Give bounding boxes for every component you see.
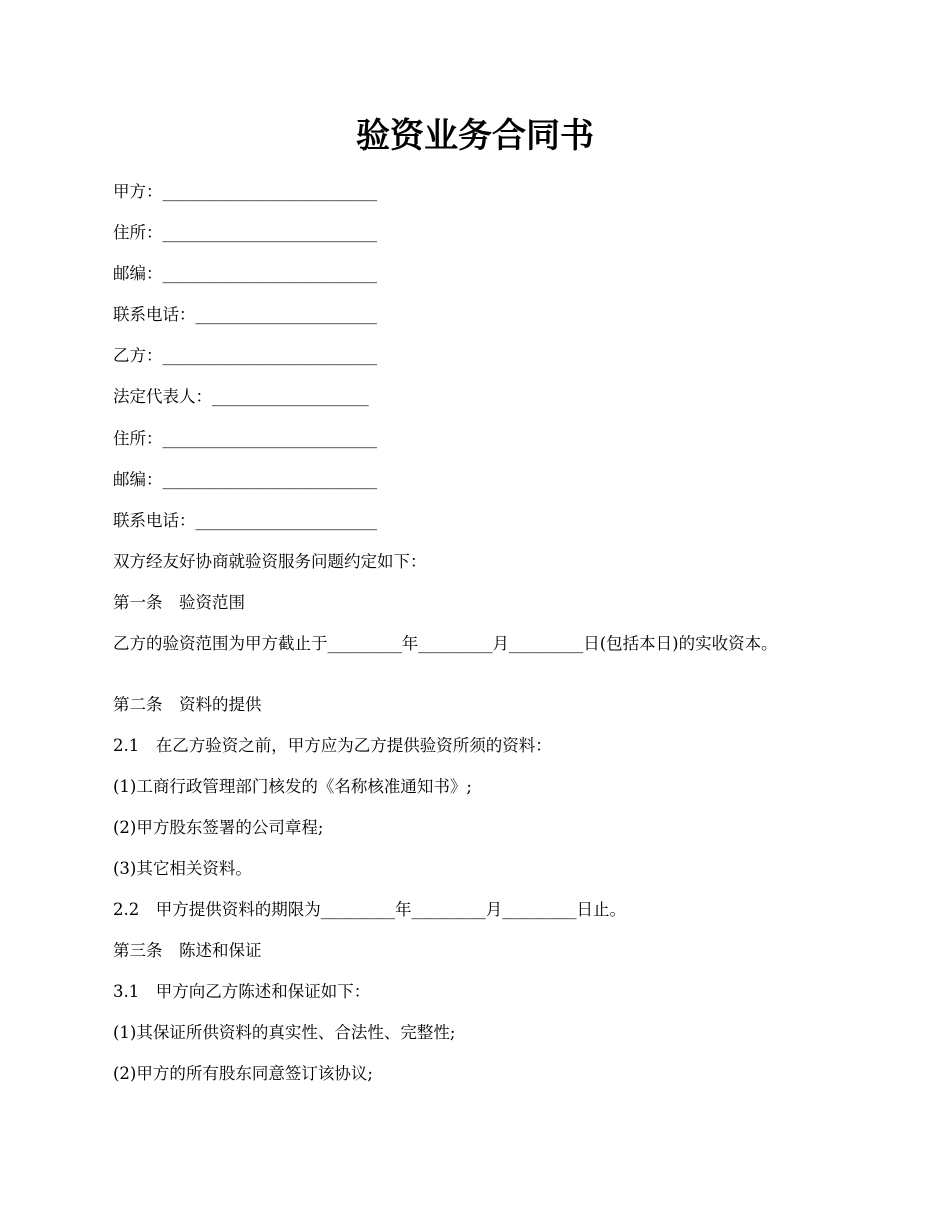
party-a-postcode-field: 邮编：__________________________ — [113, 264, 377, 283]
article-2-1-paragraph: 2.1 在乙方验资之前，甲方应为乙方提供验资所须的资料： — [113, 736, 552, 755]
party-b-phone-field: 联系电话：______________________ — [113, 511, 377, 530]
party-b-name-field: 乙方：__________________________ — [113, 346, 377, 365]
document-title: 验资业务合同书 — [356, 116, 594, 156]
party-b-address-field: 住所：__________________________ — [113, 429, 377, 448]
article-3-item-1: (1)其保证所供资料的真实性、合法性、完整性; — [113, 1023, 456, 1042]
party-a-address-field: 住所：__________________________ — [113, 223, 377, 242]
article-2-item-2: (2)甲方股东签署的公司章程; — [113, 818, 324, 837]
party-b-postcode-field: 邮编：__________________________ — [113, 470, 377, 489]
party-a-phone-field: 联系电话：______________________ — [113, 305, 377, 324]
article-3-item-2: (2)甲方的所有股东同意签订该协议; — [113, 1064, 373, 1083]
article-1-heading: 第一条 验资范围 — [113, 593, 245, 612]
intro-paragraph: 双方经友好协商就验资服务问题约定如下： — [113, 552, 427, 571]
party-b-legal-rep-field: 法定代表人：___________________ — [113, 387, 369, 406]
article-1-body: 乙方的验资范围为甲方截止于_________年_________月_________日(包括本日)的实收资本。 — [113, 634, 778, 653]
article-3-1-paragraph: 3.1 甲方向乙方陈述和保证如下： — [113, 982, 371, 1001]
article-2-heading: 第二条 资料的提供 — [113, 695, 262, 714]
article-2-item-1: (1)工商行政管理部门核发的《名称核准通知书》; — [113, 777, 472, 796]
party-a-name-field: 甲方：__________________________ — [113, 182, 377, 201]
article-2-2-paragraph: 2.2 甲方提供资料的期限为_________年_________月_________日止。 — [113, 900, 626, 919]
article-3-heading: 第三条 陈述和保证 — [113, 941, 262, 960]
article-2-item-3: (3)其它相关资料。 — [113, 859, 252, 878]
